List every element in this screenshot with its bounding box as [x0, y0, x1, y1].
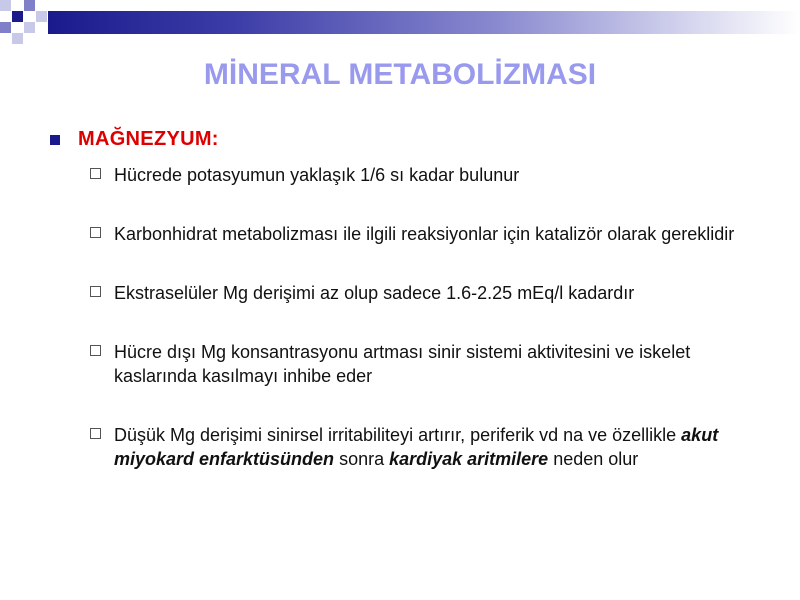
slide-title: MİNERAL METABOLİZMASI — [203, 58, 597, 91]
square-bullet-icon — [50, 135, 60, 145]
list-item-text: Hücrede potasyumun yaklaşık 1/6 sı kadar bulunur — [114, 165, 520, 185]
list-item-text: Ekstraselüler Mg derişimi az olup sadece 1.6-2.25 mEq/l kadardır — [114, 283, 635, 303]
header-gradient-bar — [48, 11, 800, 34]
list-item — [88, 222, 748, 246]
decor-square — [24, 22, 35, 33]
hollow-square-bullet-icon — [90, 428, 101, 439]
hollow-square-bullet-icon — [90, 227, 101, 238]
decor-square — [12, 33, 23, 44]
list-item-text-part: sonra — [334, 449, 390, 469]
decor-square — [0, 22, 11, 33]
decor-square — [36, 11, 47, 22]
list-item-text: Karbonhidrat metabolizması ile ilgili reaksiyonlar için katalizör olarak gereklidir — [114, 224, 735, 244]
list-item — [88, 423, 748, 471]
list-item-text: Hücre dışı Mg konsantrasyonu artması sinir sistemi aktivitesini ve iskelet kaslarında kasılmayı inhibe eder — [114, 342, 691, 386]
main-bullet — [50, 128, 219, 151]
decor-square — [24, 0, 35, 11]
list-item-text-part: Düşük Mg derişimi sinirsel irritabiliteyi artırır, periferik vd na ve özellikle — [114, 425, 682, 445]
decor-square — [12, 11, 23, 22]
section-heading: MAĞNEZYUM: — [78, 128, 219, 150]
decor-square — [0, 0, 11, 11]
emphasis-text: kardiyak aritmilere — [389, 449, 549, 469]
list-item — [88, 340, 748, 388]
bullet-list — [88, 163, 748, 506]
list-item-text-part: neden olur — [548, 449, 639, 469]
hollow-square-bullet-icon — [90, 286, 101, 297]
list-item — [88, 281, 748, 305]
hollow-square-bullet-icon — [90, 345, 101, 356]
list-item — [88, 163, 748, 187]
hollow-square-bullet-icon — [90, 168, 101, 179]
emphasis-text: akut miyokard enfarktüsünden — [114, 425, 719, 469]
